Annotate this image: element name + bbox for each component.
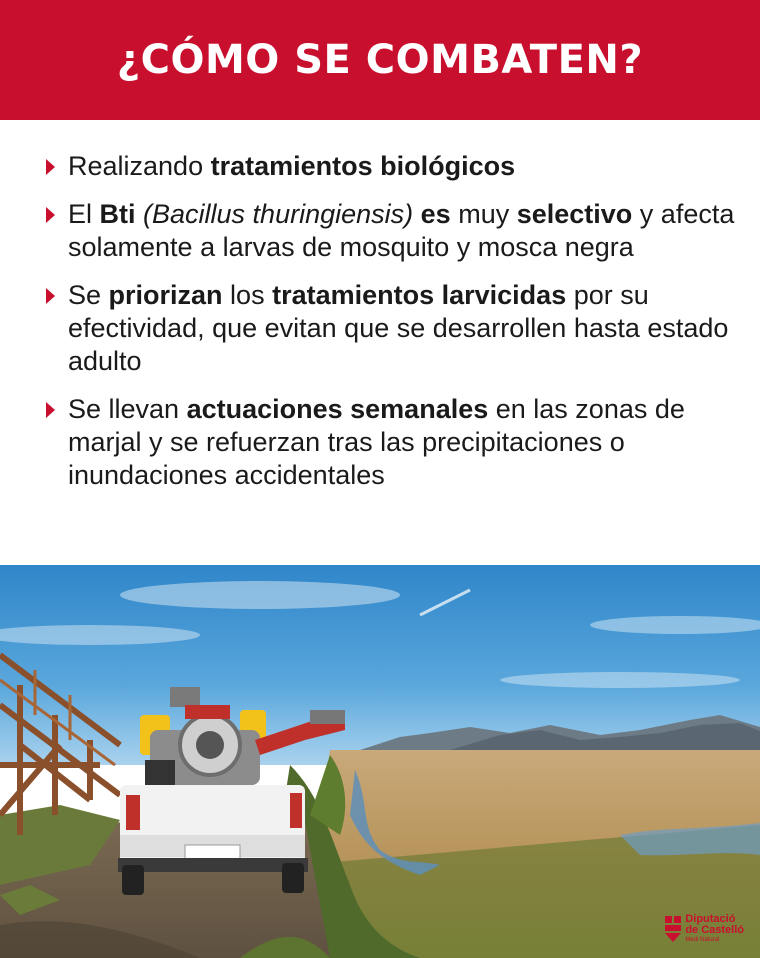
title-banner [0,0,760,120]
bullet-item [46,198,736,264]
bullet-text: muy [450,199,517,229]
bullet-text [413,199,421,229]
bullet-text: Realizando [68,151,211,181]
bullet-text-bold: Bti [99,199,136,229]
bullet-text: los [222,280,273,310]
castello-shield-icon [665,916,681,942]
bullet-arrow-icon [46,207,55,223]
bullet-text: en las zonas de marjal y se refuerzan tras las precipitaciones o inundaciones accidentales [68,394,685,490]
logo-line-3: Medi Natural [685,937,720,943]
bullet-list [46,150,736,492]
logo-line-2: de Castelló [685,924,744,936]
bullet-text: Se [68,280,109,310]
bullet-text-italic: (Bacillus thuringiensis) [143,199,414,229]
bullet-text-bold: actuaciones semanales [186,394,489,424]
bullet-item [46,393,736,492]
bullet-text-bold: priorizan [108,280,223,310]
bullet-arrow-icon [46,159,55,175]
bullet-text-bold: selectivo [516,199,633,229]
bullet-text-bold: tratamientos biológicos [210,151,516,181]
page-title: ¿CÓMO SE COMBATEN? [116,37,644,83]
bullet-arrow-icon [46,402,55,418]
marshland-truck-photo [0,565,760,958]
bullet-item [46,150,736,183]
bullet-text: por su efectividad, que evitan que se desarrollen hasta estado adulto [68,280,729,376]
bullet-text: El [68,199,100,229]
bullet-text: y afecta solamente a larvas de mosquito y mosca negra [68,199,735,262]
logo-line-1: Diputació [685,913,736,925]
bullet-item [46,279,736,378]
bullet-text: Se llevan [68,394,187,424]
bullet-text-bold: tratamientos larvicidas [272,280,567,310]
bullet-text-bold: es [420,199,451,229]
diputacio-logo [665,914,744,944]
bullet-text [136,199,144,229]
bullet-arrow-icon [46,288,55,304]
